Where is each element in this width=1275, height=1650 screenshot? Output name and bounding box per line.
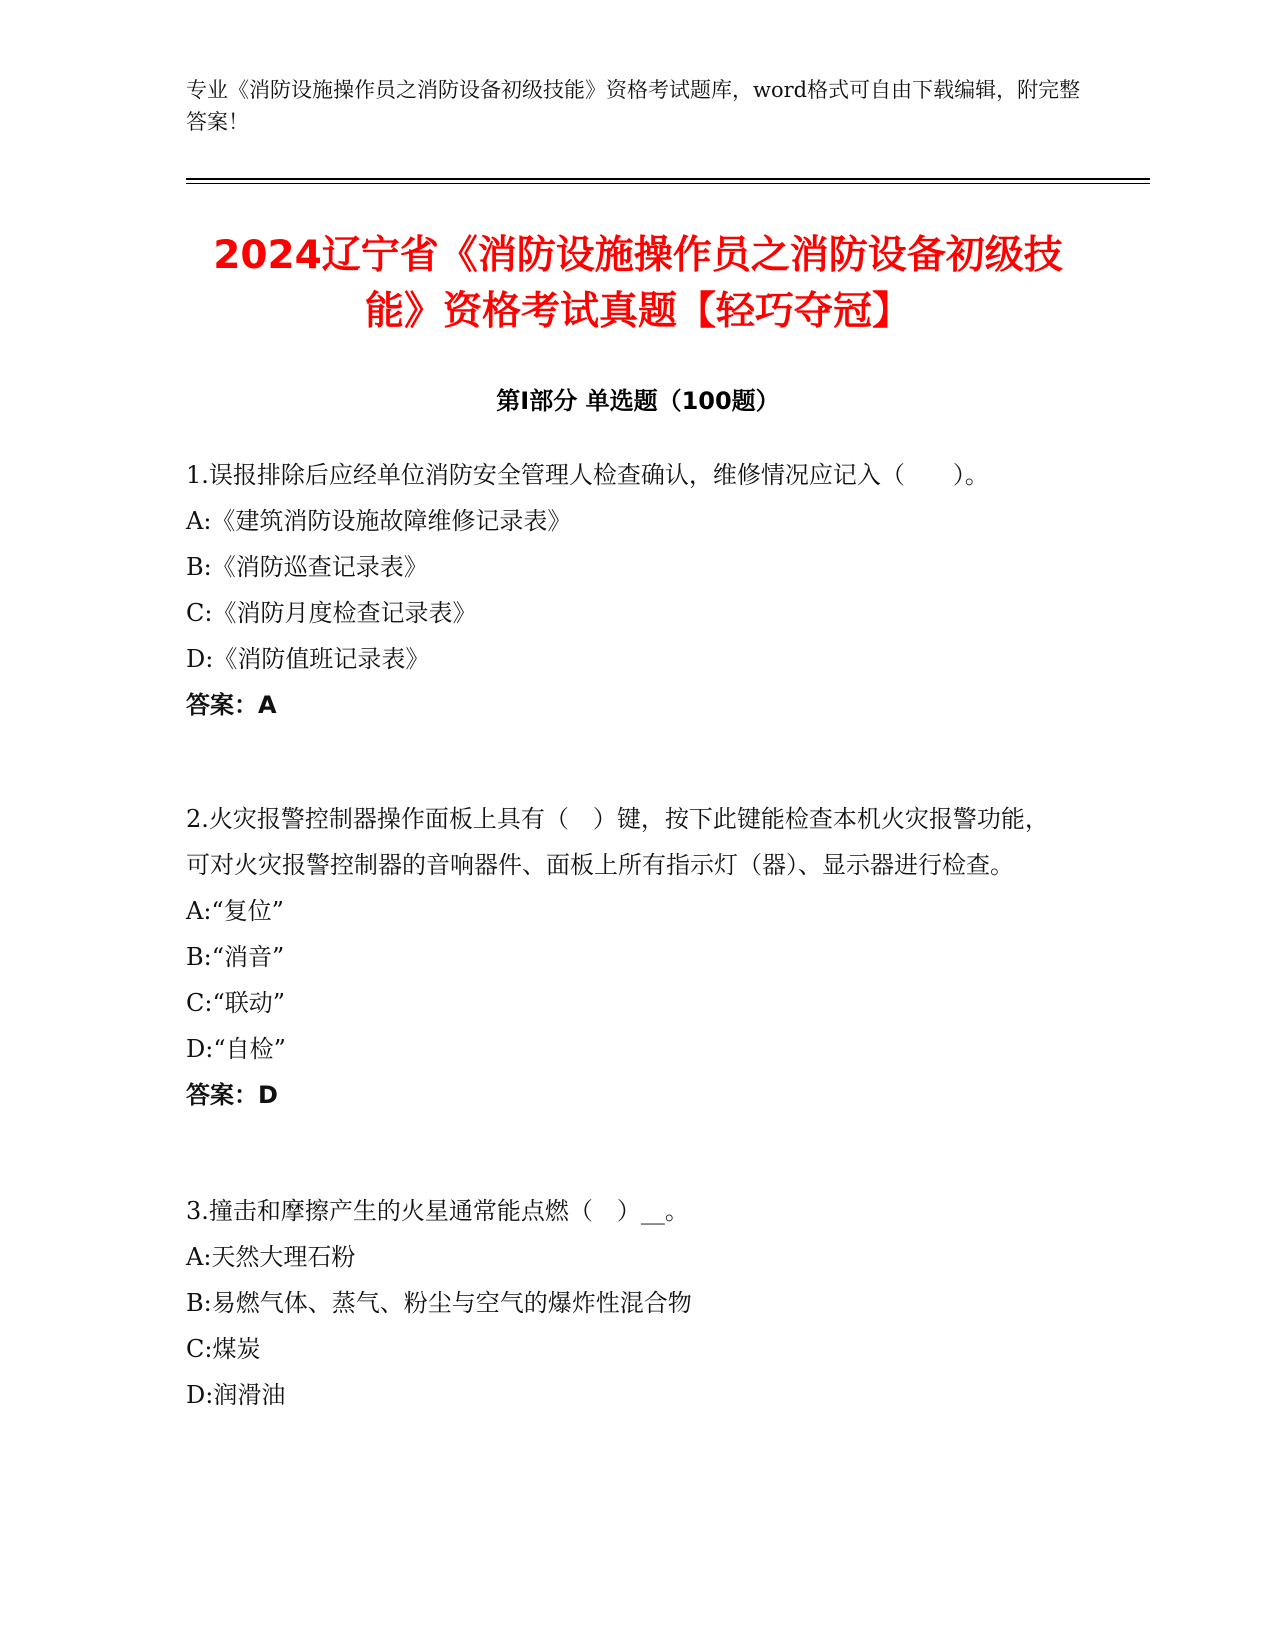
option-c: C:煤炭 — [186, 1335, 261, 1363]
question-2 — [186, 796, 1056, 1118]
document-title: 2024辽宁省《消防设施操作员之消防设备初级技能》资格考试真题【轻巧夺冠】 — [213, 233, 1063, 334]
option-a: A:天然大理石粉 — [186, 1243, 356, 1271]
option-a: A:《建筑消防设施故障维修记录表》 — [186, 507, 572, 535]
question-stem: 1.误报排除后应经单位消防安全管理人检查确认，维修情况应记入（ ）。 — [186, 461, 989, 489]
option-c: C:《消防月度检查记录表》 — [186, 599, 477, 627]
option-d: D:《消防值班记录表》 — [186, 645, 430, 673]
answer: 答案：D — [186, 1081, 278, 1109]
header-rule-thin — [186, 183, 1150, 184]
question-stem: 3.撞击和摩擦产生的火星通常能点燃（ ）__。 — [186, 1197, 689, 1225]
question-3 — [186, 1188, 1056, 1418]
option-b: B:《消防巡查记录表》 — [186, 553, 428, 581]
question-1 — [186, 452, 1056, 728]
header-rule-thick — [186, 178, 1150, 180]
option-b: B:“消音” — [186, 943, 285, 971]
option-b: B:易燃气体、蒸气、粉尘与空气的爆炸性混合物 — [186, 1289, 692, 1317]
header-note: 专业《消防设施操作员之消防设备初级技能》资格考试题库，word格式可自由下载编辑，附完整答案！ — [186, 78, 1081, 134]
question-stem: 2.火灾报警控制器操作面板上具有（ ）键，按下此键能检查本机火灾报警功能，可对火灾报警控制器的音响器件、面板上所有指示灯（器）、显示器进行检查。 — [186, 805, 1049, 879]
option-a: A:“复位” — [186, 897, 284, 925]
option-c: C:“联动” — [186, 989, 285, 1017]
section-title: 第Ⅰ部分 单选题（100题） — [496, 387, 780, 415]
answer: 答案：A — [186, 691, 277, 719]
option-d: D:“自检” — [186, 1035, 286, 1063]
option-d: D:润滑油 — [186, 1381, 286, 1409]
